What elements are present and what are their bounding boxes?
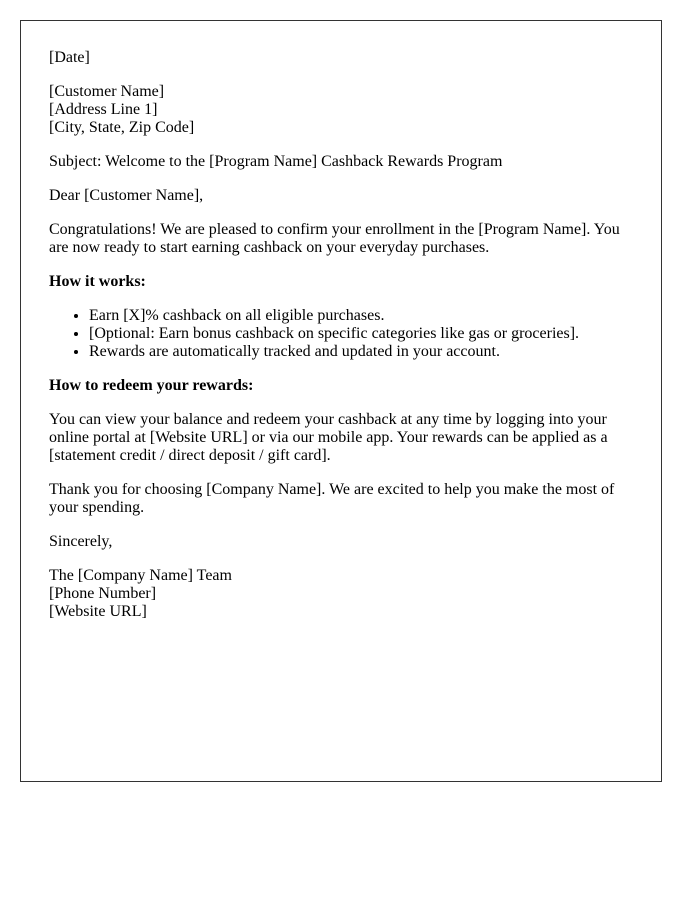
list-item: • Earn [X]% cashback on all eligible purchases. [89,307,633,325]
recipient-address-line-1: [Address Line 1] [49,101,158,118]
letter [20,20,662,782]
recipient-city-state-zip: [City, State, Zip Code] [49,119,195,136]
intro-paragraph: Congratulations! We are pleased to confirm your enrollment in the [Program Name]. You are now ready to start earning cashback on your everyday purchases. [49,221,620,256]
signature-phone: [Phone Number] [49,585,157,602]
salutation: Dear [Customer Name], [49,187,204,204]
date: [Date] [49,49,90,66]
subject-line: Subject: Welcome to the [Program Name] Cashback Rewards Program [49,153,503,170]
thanks-paragraph: Thank you for choosing [Company Name]. We are excited to help you make the most of your spending. [49,481,615,516]
redeem-heading [49,377,633,395]
how-it-works-heading-text: How it works: [49,273,146,290]
redeem-heading-text: How to redeem your rewards: [49,377,254,394]
recipient-address [49,83,633,137]
how-it-works-list [49,307,633,361]
signature-block [49,567,633,621]
recipient-name: [Customer Name] [49,83,165,100]
redeem-paragraph: You can view your balance and redeem your cashback at any time by logging into your online portal at [Website URL] or via our mobile app. Your rewards can be applied as a [statement credit / direct deposit / gift card]. [49,411,608,464]
closing: Sincerely, [49,533,113,550]
how-it-works-heading [49,273,633,291]
signature-team: The [Company Name] Team [49,567,232,584]
list-item: • Rewards are automatically tracked and updated in your account. [89,343,633,361]
signature-website: [Website URL] [49,603,147,620]
list-item: • [Optional: Earn bonus cashback on specific categories like gas or groceries]. [89,325,633,343]
